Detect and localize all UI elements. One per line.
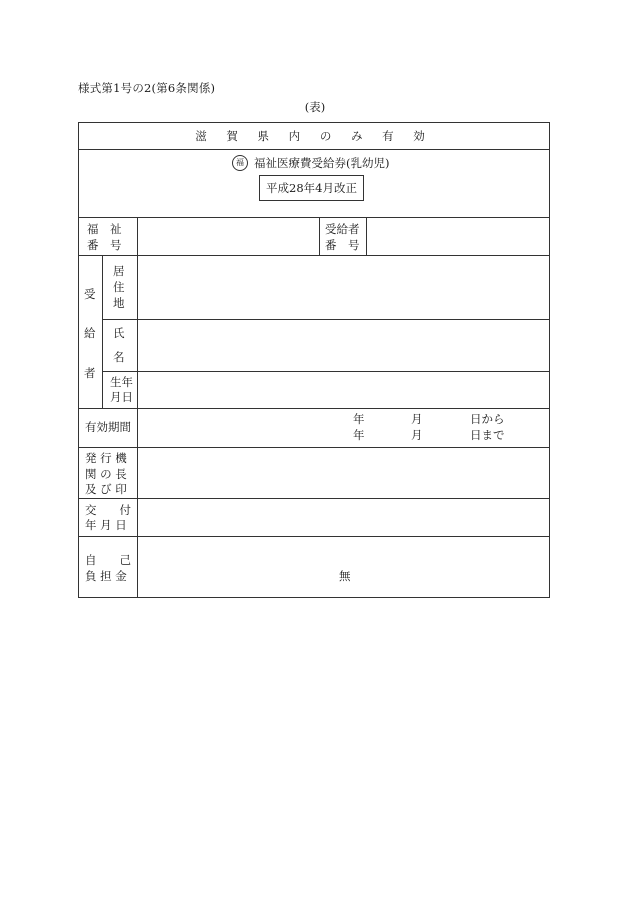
validity-to-month: 月 [411, 428, 423, 442]
recipient-number-field[interactable] [371, 224, 541, 250]
welfare-number-label: 番 号 [87, 238, 122, 252]
validity-from-month: 月 [411, 412, 423, 426]
name-field[interactable] [143, 326, 543, 366]
valid-in-shiga-notice: 滋 賀 県 内 の み 有 効 [195, 129, 433, 143]
welfare-number-field[interactable] [141, 224, 311, 250]
validity-to-year: 年 [353, 428, 365, 442]
divider [319, 217, 320, 255]
issue-date-label: 交 付 [85, 503, 131, 517]
birth-date-label: 月日 [110, 390, 133, 404]
welfare-seal-icon: 福 [232, 155, 248, 171]
validity-to-day: 日まで [470, 428, 505, 442]
recipient-number-label: 番 号 [325, 238, 360, 252]
copay-value: 無 [339, 569, 351, 583]
address-label: 住 [113, 280, 125, 294]
copay-label: 自 己 [85, 553, 131, 567]
side-label: (表) [304, 100, 326, 114]
certificate-title: 福祉医療費受給券(乳幼児) [254, 156, 390, 170]
divider [79, 149, 549, 150]
divider [102, 371, 549, 372]
birth-date-field[interactable] [143, 377, 543, 403]
address-label: 居 [113, 264, 125, 278]
issuer-label: 発 行 機 [85, 451, 127, 465]
divider [102, 319, 549, 320]
issue-date-field[interactable] [143, 504, 543, 530]
name-label: 氏 [113, 326, 125, 340]
recipient-number-label: 受給者 [325, 222, 360, 236]
recipient-group-label: 者 [84, 366, 96, 380]
copay-label: 負 担 金 [85, 569, 127, 583]
welfare-number-label: 福 祉 [87, 222, 122, 236]
divider [102, 255, 103, 408]
divider [79, 217, 549, 218]
issuer-label: 及 び 印 [85, 482, 127, 496]
recipient-group-label: 給 [84, 326, 96, 340]
divider [79, 498, 549, 499]
validity-from-day: 日から [470, 412, 505, 426]
divider [79, 536, 549, 537]
validity-from-year: 年 [353, 412, 365, 426]
issuer-seal-field[interactable] [143, 453, 543, 493]
issuer-label: 関 の 長 [85, 467, 127, 481]
divider [79, 408, 549, 409]
revision-box: 平成28年4月改正 [259, 175, 364, 201]
certificate-form [78, 122, 550, 598]
issue-date-label: 年 月 日 [85, 518, 127, 532]
validity-label: 有効期間 [85, 420, 131, 434]
divider [79, 447, 549, 448]
name-label: 名 [113, 350, 125, 364]
address-label: 地 [113, 296, 125, 310]
birth-date-label: 生年 [110, 375, 133, 389]
divider [366, 217, 367, 255]
address-field[interactable] [143, 263, 543, 313]
recipient-group-label: 受 [84, 287, 96, 301]
form-number: 様式第1号の2(第6条関係) [78, 81, 216, 95]
divider [137, 217, 138, 597]
divider [79, 255, 549, 256]
